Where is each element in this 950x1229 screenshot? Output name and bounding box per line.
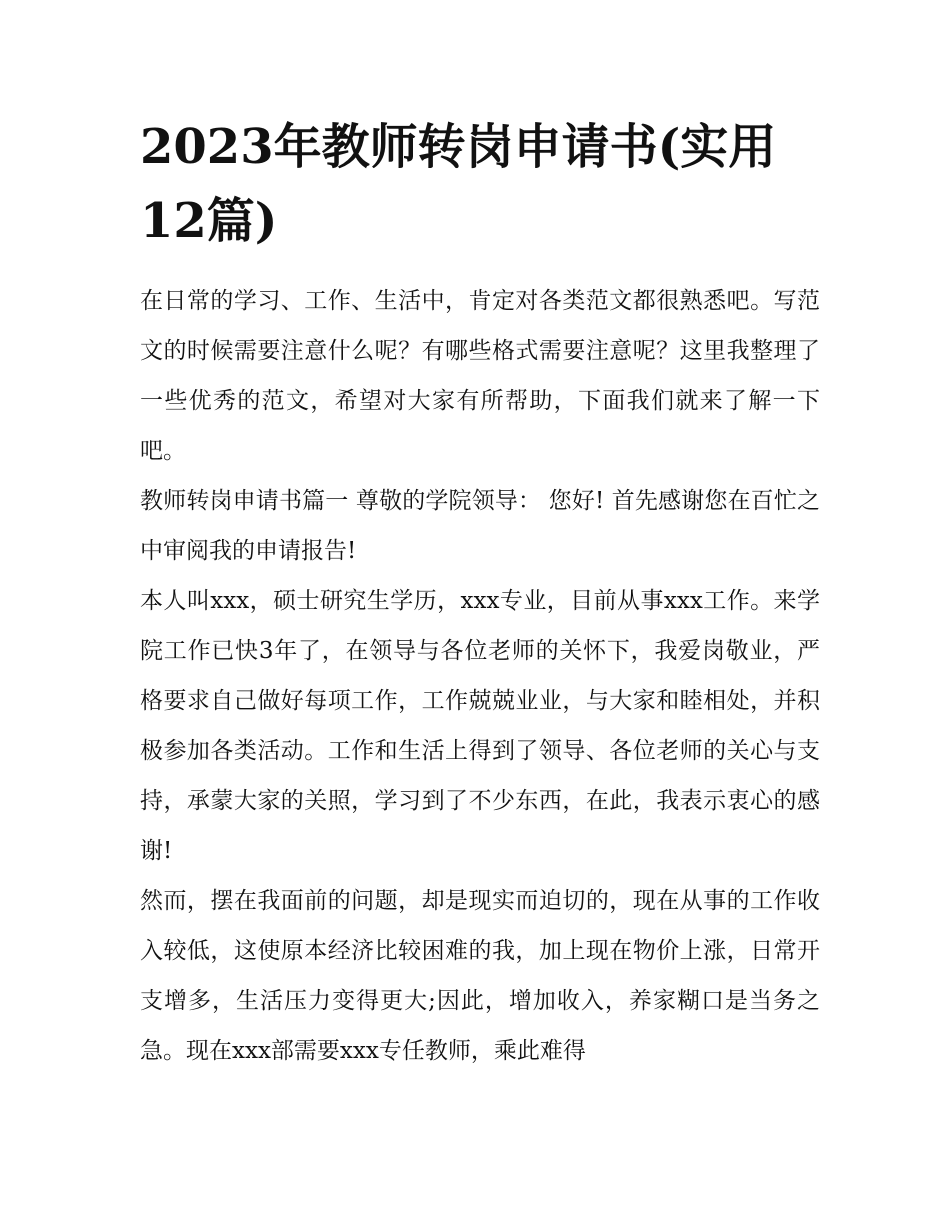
document-title: 2023年教师转岗申请书(实用12篇) — [140, 119, 777, 249]
paragraph-intro: 在日常的学习、工作、生活中，肯定对各类范文都很熟悉吧。写范文的时候需要注意什么呢？有哪些格式需要注意呢？这里我整理了一些优秀的范文，希望对大家有所帮助，下面我们就来了解一下吧。 — [140, 288, 820, 464]
paragraph-self-introduction: 本人叫xxx，硕士研究生学历，xxx专业，目前从事xxx工作。来学院工作已快3年了，在领导与各位老师的关怀下，我爱岗敬业，严格要求自己做好每项工作，工作兢兢业业，与大家和睦相处，并积极参加各类活动。工作和生活上得到了领导、各位老师的关心与支持，承蒙大家的关照，学习到了不少东西，在此，我表示衷心的感谢! — [140, 588, 820, 864]
paragraph-salutation: 教师转岗申请书篇一 尊敬的学院领导： 您好! 首先感谢您在百忙之中审阅我的申请报告! — [140, 488, 820, 564]
paragraph-reason: 然而，摆在我面前的问题，却是现实而迫切的，现在从事的工作收入较低，这使原本经济比较困难的我，加上现在物价上涨，日常开支增多，生活压力变得更大;因此，增加收入，养家糊口是当务之急。现在xxx部需要xxx专任教师，乘此难得 — [140, 888, 820, 1064]
document-body — [140, 110, 820, 1076]
